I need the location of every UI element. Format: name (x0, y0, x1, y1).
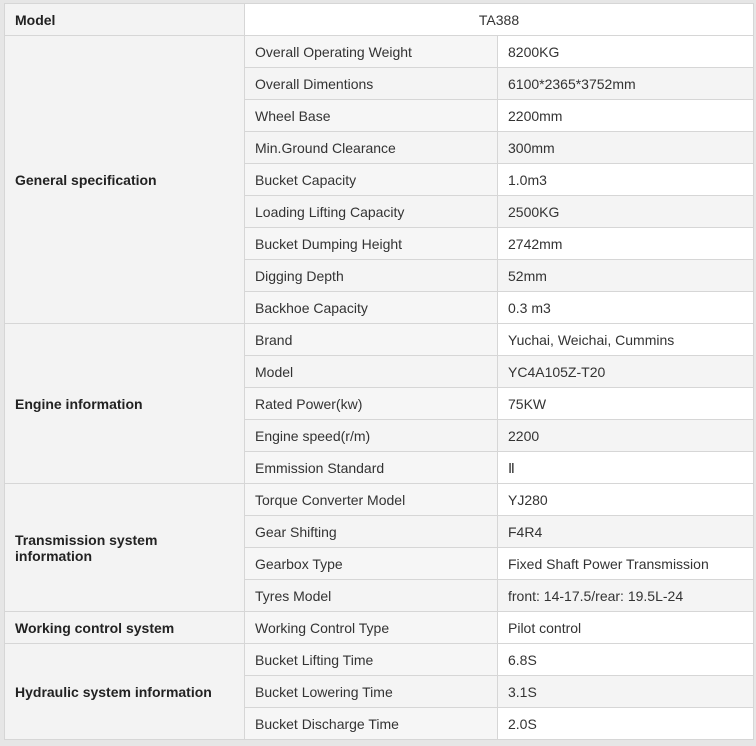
spec-label: Brand (245, 324, 498, 356)
spec-value: 0.3 m3 (498, 292, 754, 324)
section-title: Engine information (5, 324, 245, 484)
spec-label: Model (245, 356, 498, 388)
spec-label: Digging Depth (245, 260, 498, 292)
spec-value: 1.0m3 (498, 164, 754, 196)
spec-value: 6.8S (498, 644, 754, 676)
spec-value: 2742mm (498, 228, 754, 260)
spec-value: 2500KG (498, 196, 754, 228)
spec-label: Gearbox Type (245, 548, 498, 580)
spec-value: 2.0S (498, 708, 754, 740)
spec-value: 300mm (498, 132, 754, 164)
spec-label: Bucket Dumping Height (245, 228, 498, 260)
spec-label: Wheel Base (245, 100, 498, 132)
spec-label: Bucket Lifting Time (245, 644, 498, 676)
spec-value: front: 14-17.5/rear: 19.5L-24 (498, 580, 754, 612)
spec-table (4, 3, 754, 740)
spec-label: Backhoe Capacity (245, 292, 498, 324)
spec-label: Emmission Standard (245, 452, 498, 484)
spec-value: YC4A105Z-T20 (498, 356, 754, 388)
spec-value: Fixed Shaft Power Transmission (498, 548, 754, 580)
model-value: TA388 (245, 4, 754, 36)
model-label: Model (5, 4, 245, 36)
spec-value: Pilot control (498, 612, 754, 644)
spec-value: 52mm (498, 260, 754, 292)
spec-label: Loading Lifting Capacity (245, 196, 498, 228)
table-row (5, 484, 754, 516)
model-row (5, 4, 754, 36)
spec-value: 2200mm (498, 100, 754, 132)
spec-label: Bucket Capacity (245, 164, 498, 196)
spec-label: Engine speed(r/m) (245, 420, 498, 452)
spec-value: Yuchai, Weichai, Cummins (498, 324, 754, 356)
spec-value: YJ280 (498, 484, 754, 516)
spec-value: Ⅱ (498, 452, 754, 484)
spec-value: 3.1S (498, 676, 754, 708)
spec-label: Min.Ground Clearance (245, 132, 498, 164)
spec-label: Overall Operating Weight (245, 36, 498, 68)
table-row (5, 644, 754, 676)
table-row (5, 36, 754, 68)
section-title: Transmission system information (5, 484, 245, 612)
spec-value: 6100*2365*3752mm (498, 68, 754, 100)
spec-label: Tyres Model (245, 580, 498, 612)
spec-table-body (5, 4, 754, 740)
spec-label: Bucket Discharge Time (245, 708, 498, 740)
spec-label: Working Control Type (245, 612, 498, 644)
table-row (5, 612, 754, 644)
spec-value: 75KW (498, 388, 754, 420)
section-title: General specification (5, 36, 245, 324)
spec-value: 2200 (498, 420, 754, 452)
table-row (5, 324, 754, 356)
spec-label: Overall Dimentions (245, 68, 498, 100)
spec-value: F4R4 (498, 516, 754, 548)
spec-label: Bucket Lowering Time (245, 676, 498, 708)
section-title: Working control system (5, 612, 245, 644)
section-title: Hydraulic system information (5, 644, 245, 740)
spec-label: Torque Converter Model (245, 484, 498, 516)
spec-label: Gear Shifting (245, 516, 498, 548)
spec-value: 8200KG (498, 36, 754, 68)
spec-label: Rated Power(kw) (245, 388, 498, 420)
